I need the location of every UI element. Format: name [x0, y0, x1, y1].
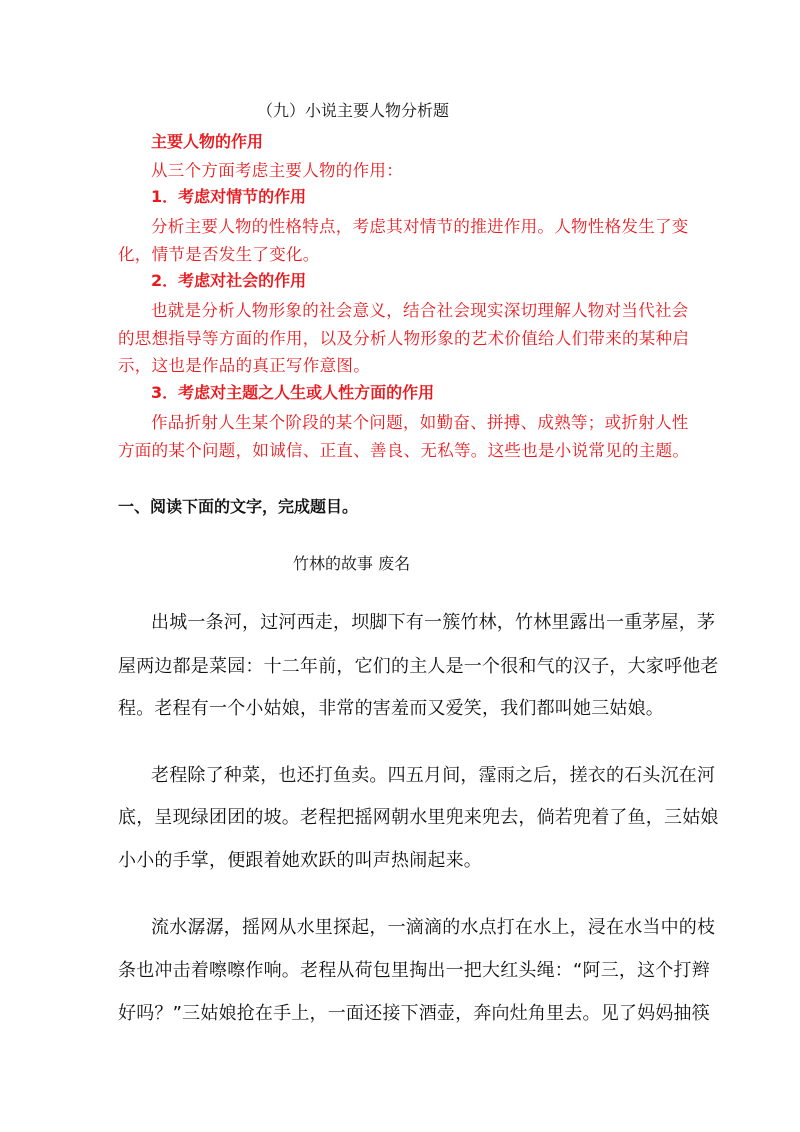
exercise-heading: 一、阅读下面的文字，完成题目。 [118, 497, 359, 516]
point1-title: 1．考虑对情节的作用 [151, 187, 307, 206]
story-paragraph-3-line-1: 流水潺潺，摇网从水里探起，一滴滴的水点打在水上，浸在水当中的枝 [151, 917, 716, 938]
story-title: 竹林的故事 废名 [293, 554, 411, 573]
story-paragraph-2-line-1: 老程除了种菜，也还打鱼卖。四五月间，霪雨之后，搓衣的石头沉在河 [151, 765, 716, 786]
point2-line-1: 也就是分析人物形象的社会意义，结合社会现实深切理解人物对当代社会 [151, 301, 689, 320]
page-title: （九）小说主要人物分析题 [257, 101, 450, 120]
point1-line-1: 分析主要人物的性格特点，考虑其对情节的推进作用。人物性格发生了变 [151, 217, 689, 236]
story-paragraph-2-line-3: 小小的手掌，便跟着她欢跃的叫声热闹起来。 [118, 850, 482, 871]
point2-line-3: 示，这也是作品的真正写作意图。 [118, 356, 370, 375]
story-paragraph-1-line-1: 出城一条河，过河西走，坝脚下有一簇竹林，竹林里露出一重茅屋，茅 [151, 612, 716, 633]
story-paragraph-2-line-2: 底，呈现绿团团的坡。老程把摇网朝水里兜来兜去，倘若兜着了鱼，三姑娘 [118, 807, 719, 828]
story-paragraph-3-line-2: 条也冲击着嚓嚓作响。老程从荷包里掏出一把大红头绳：“阿三，这个打辫 [118, 960, 710, 981]
point1-line-2: 化，情节是否发生了变化。 [118, 245, 320, 264]
point3-line-2: 方面的某个问题，如诚信、正直、善良、无私等。这些也是小说常见的主题。 [118, 441, 690, 460]
guide-intro: 从三个方面考虑主要人物的作用： [151, 161, 403, 180]
story-paragraph-1-line-3: 程。老程有一个小姑娘，非常的害羞而又爱笑，我们都叫她三姑娘。 [118, 698, 664, 719]
point3-line-1: 作品折射人生某个阶段的某个问题，如勤奋、拼搏、成熟等；或折射人性 [151, 413, 689, 432]
point3-title: 3．考虑对主题之人生或人性方面的作用 [151, 383, 435, 402]
story-paragraph-1-line-2: 屋两边都是菜园：十二年前，它们的主人是一个很和气的汉子，大家呼他老 [118, 656, 719, 677]
story-paragraph-3-line-3: 好吗？”三姑娘抢在手上，一面还接下酒壶，奔向灶角里去。见了妈妈抽筷 [118, 1003, 710, 1024]
point2-title: 2．考虑对社会的作用 [151, 271, 307, 290]
point2-line-2: 的思想指导等方面的作用，以及分析人物形象的艺术价值给人们带来的某种启 [118, 329, 690, 348]
guide-heading: 主要人物的作用 [151, 132, 264, 151]
